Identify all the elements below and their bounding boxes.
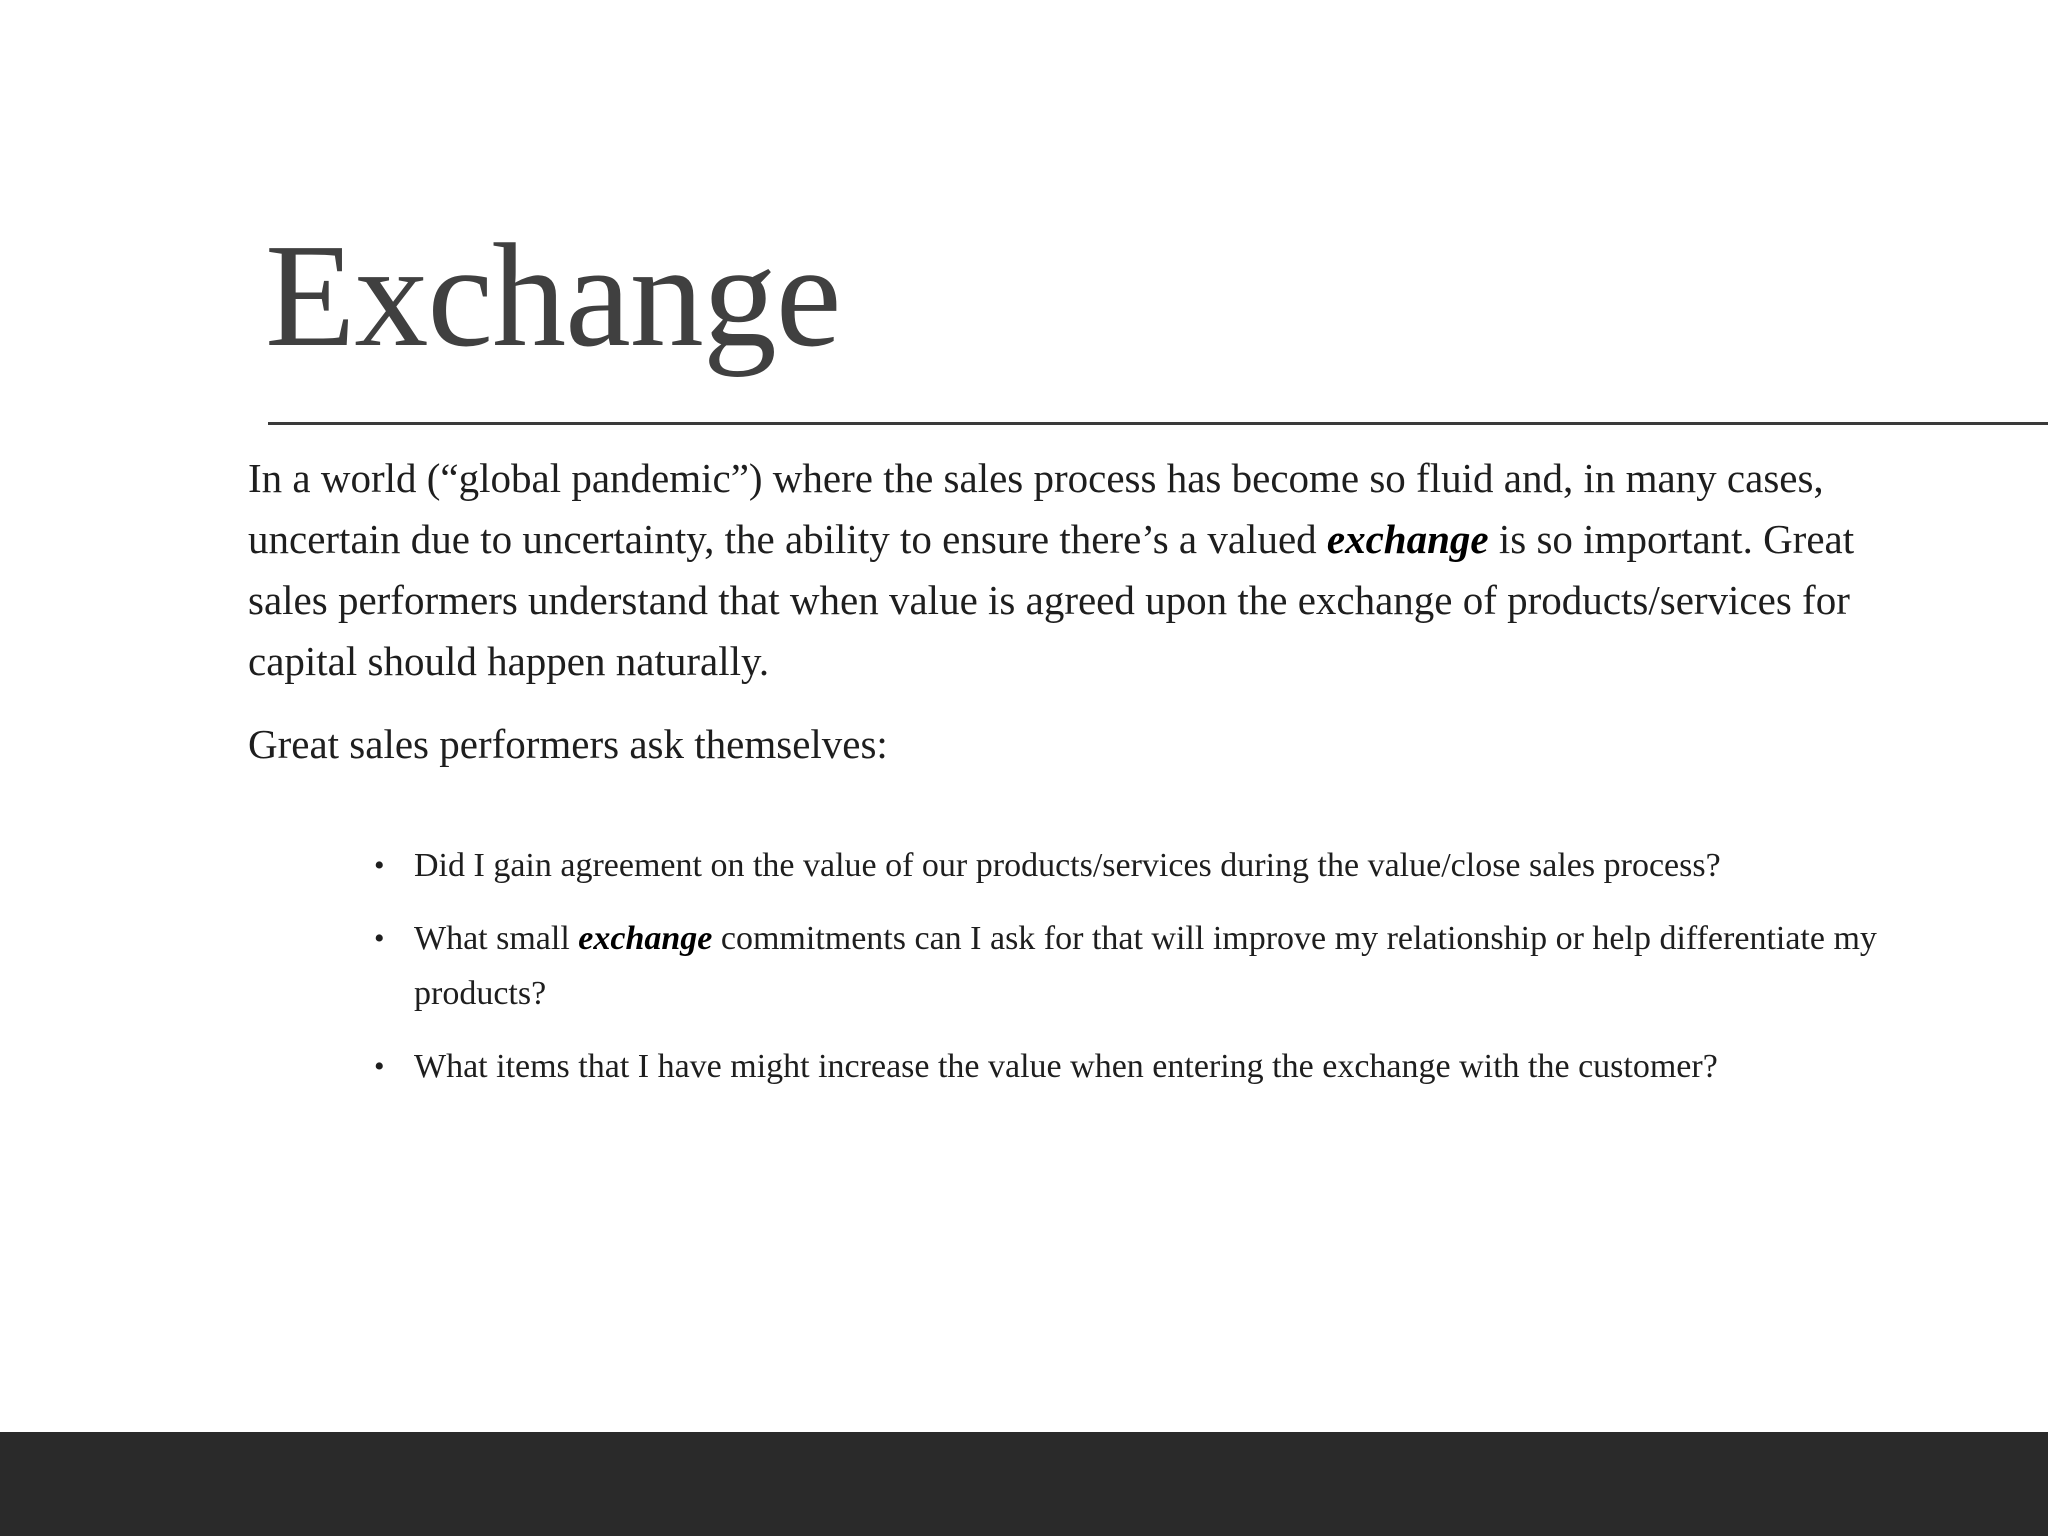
footer-bar: [0, 1432, 2048, 1536]
list-item: [372, 1039, 1932, 1094]
list-item-text: What items that I have might increase the value when entering the exchange with the customer?: [414, 1048, 1718, 1085]
list-item-text-start: What small: [414, 920, 579, 957]
bullet-marker: •: [374, 1050, 385, 1083]
title-divider: [268, 422, 2048, 425]
list-item-text: Did I gain agreement on the value of our products/services during the value/close sales process?: [414, 847, 1721, 884]
list-item-emphasis: exchange: [578, 920, 713, 957]
list-item: [372, 838, 1932, 893]
intro-paragraph: [248, 448, 1908, 692]
intro-emphasis: exchange: [1326, 516, 1489, 562]
intro-text-start: In a world (“global pandemic”) where the sales process has become so fluid and, in many cases, uncertain due to uncertainty, the ability to ensure there’s a valued: [248, 455, 1824, 562]
slide-body: [248, 448, 1908, 775]
list-item: [372, 911, 1932, 1021]
bullet-marker: •: [374, 849, 385, 882]
list-item-text-end: commitments can I ask for that will improve my relationship or help differentiate my products?: [414, 920, 1877, 1012]
questions-list: [372, 838, 1932, 1094]
question-lead-in: Great sales performers ask themselves:: [248, 721, 888, 767]
slide-title: Exchange: [265, 214, 841, 378]
intro-text-end: is so important. Great sales performers understand that when value is agreed upon the exchange of products/services for capital should happen naturally.: [248, 516, 1855, 684]
bullet-marker: •: [374, 922, 385, 955]
